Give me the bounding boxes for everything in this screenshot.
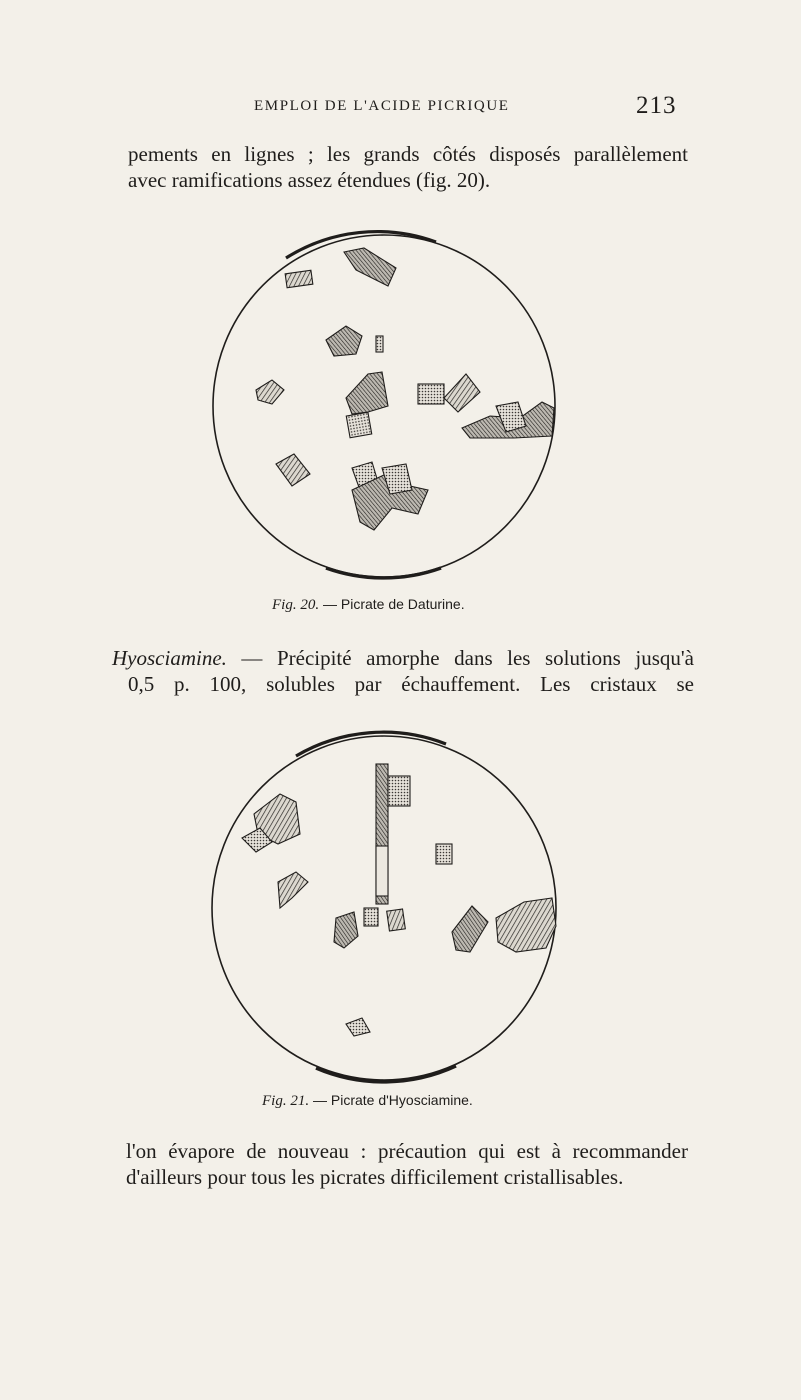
page-number: 213 xyxy=(636,92,677,119)
paragraph-line: l'on évapore de nouveau : précaution qui est à recommander xyxy=(126,1139,688,1163)
paragraph-line: pements en lignes ; les grands côtés disposés parallèlement xyxy=(128,142,688,166)
crystal xyxy=(436,844,452,864)
crystal xyxy=(388,776,410,806)
paragraph-line: 0,5 p. 100, solubles par échauffement. Les cristaux se xyxy=(128,672,694,696)
figure-20-caption xyxy=(272,596,465,614)
paragraph-line: avec ramifications assez étendues (fig. 20). xyxy=(128,168,491,192)
crystal xyxy=(418,384,444,404)
figure-21-microscope-field xyxy=(196,722,574,1084)
crystal xyxy=(496,898,556,952)
crystal xyxy=(376,846,388,896)
paragraph-continuation xyxy=(128,141,688,193)
caption-text: Picrate d'Hyosciamine. xyxy=(330,1092,473,1108)
paragraph-text: — Précipité amorphe dans les solutions jusqu'à xyxy=(226,646,694,670)
section-term: Hyosciamine. xyxy=(112,646,227,670)
crystal xyxy=(334,912,358,948)
paragraph-conclusion xyxy=(126,1138,688,1190)
crystal xyxy=(346,372,388,414)
paragraph-hyosciamine xyxy=(112,645,694,697)
figure-21-caption xyxy=(262,1092,473,1110)
crystal xyxy=(326,326,362,356)
figure-label: Fig. 21. xyxy=(262,1093,310,1109)
crystal xyxy=(346,412,371,437)
crystal xyxy=(387,909,406,931)
crystal xyxy=(376,336,383,352)
crystal xyxy=(278,872,308,908)
caption-dash: — xyxy=(319,596,341,612)
crystal xyxy=(444,374,480,412)
crystal xyxy=(346,1018,370,1036)
running-title: EMPLOI DE L'ACIDE PICRIQUE xyxy=(254,98,510,114)
caption-text: Picrate de Daturine. xyxy=(340,596,465,612)
crystal xyxy=(285,270,313,287)
crystal xyxy=(452,906,488,952)
crystal xyxy=(256,380,284,404)
crystal xyxy=(344,248,396,286)
figure-20-microscope-field xyxy=(196,228,574,584)
paragraph-line: d'ailleurs pour tous les picrates difficilement cristallisables. xyxy=(126,1165,624,1189)
crystal xyxy=(364,908,378,926)
paragraph-line xyxy=(112,645,694,671)
crystal xyxy=(276,454,310,486)
figure-label: Fig. 20. xyxy=(272,597,320,613)
caption-dash: — xyxy=(309,1092,331,1108)
running-header xyxy=(0,92,801,122)
